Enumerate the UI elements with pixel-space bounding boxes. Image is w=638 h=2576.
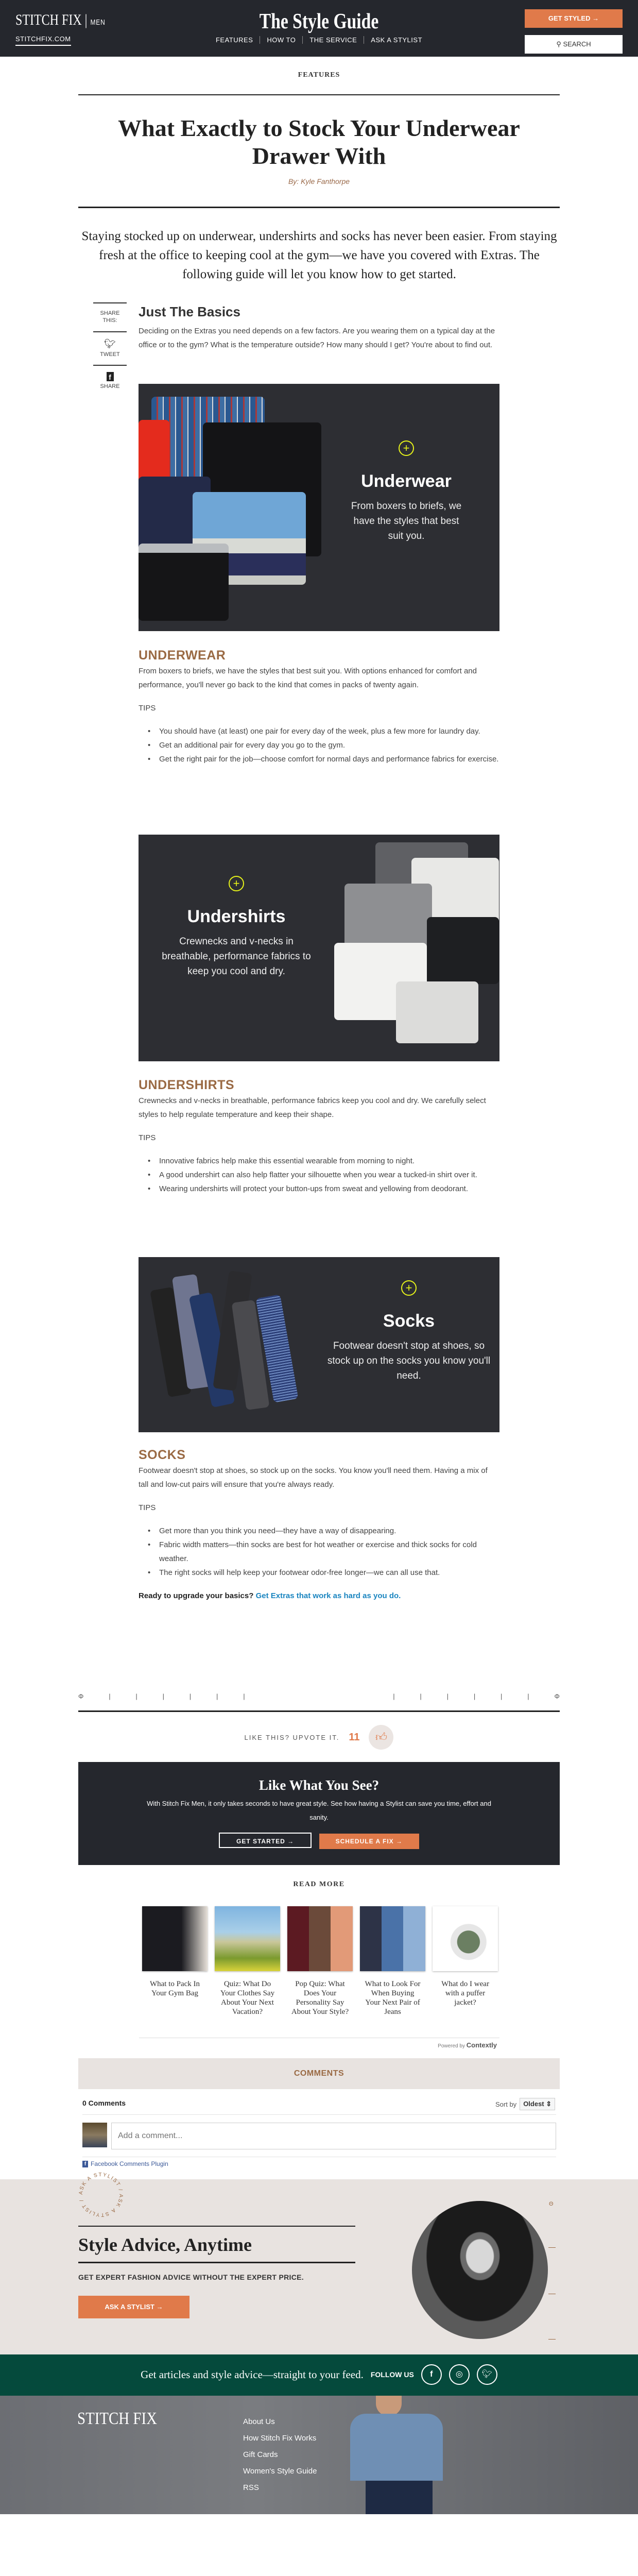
tip: • You should have (at least) one pair for every day of the week, plus a few more for laundry day. (139, 724, 499, 738)
ask-a-stylist-button[interactable]: ASK A STYLIST → (78, 2296, 189, 2318)
divider (78, 1710, 560, 1712)
basics-text: Deciding on the Extras you need depends on a few factors. Are you wearing them on a typical day at the office or to the gym? What is the temperature outside? How many should I get? You're about to find out. (139, 327, 495, 349)
read-more-cards (142, 1906, 498, 2016)
image-title: Undershirts (187, 907, 286, 926)
footer-model-photo (340, 2396, 453, 2514)
divider (78, 94, 560, 95)
section-text: Footwear doesn't stop at shoes, so stock up on the socks. You know you'll need them. Having a mix of tall and low-cut pairs will ensure that you're always ready. (139, 1466, 488, 1489)
schedule-fix-button[interactable]: SCHEDULE A FIX → (319, 1834, 419, 1849)
get-styled-button[interactable]: GET STYLED → (525, 9, 623, 28)
facebook-icon: f (82, 2161, 88, 2167)
tips-list (139, 1524, 499, 1580)
stitch-fix-men-logo[interactable]: STITCH FIX | MEN (15, 11, 106, 28)
stitchfix-link[interactable]: STITCHFIX.COM (15, 35, 71, 46)
image-title: Socks (383, 1311, 435, 1331)
read-more-card[interactable]: What to Look For When Buying Your Next Pair of Jeans (360, 1906, 425, 2016)
footer-link-rss[interactable]: RSS (243, 2483, 259, 2492)
sort-control: Sort by Oldest ⇕ (495, 2098, 555, 2110)
read-more-card[interactable]: Pop Quiz: What Does Your Personality Say About Your Style? (287, 1906, 353, 2016)
follow-label: FOLLOW US (370, 2370, 414, 2379)
promo-title: Like What You See? (258, 1777, 380, 1793)
tip: • The right socks will help keep your footwear odor-free longer—we can all use that. (139, 1566, 499, 1580)
upvote-label: LIKE THIS? UPVOTE IT. (244, 1733, 340, 1741)
image-title: Underwear (361, 471, 452, 491)
promo-banner (78, 1762, 560, 1865)
image-caption: Crewnecks and v-necks in breathable, performance fabrics to keep you cool and dry. (162, 936, 311, 977)
section-heading: UNDERSHIRTS (139, 1078, 235, 1092)
read-more-card[interactable]: What do I wear with a puffer jacket? (433, 1906, 498, 2016)
read-more-card[interactable]: Quiz: What Do Your Clothes Say About Your Next Vacation? (215, 1906, 280, 2016)
plus-icon[interactable]: + (399, 440, 414, 456)
tip: • Wearing undershirts will protect your button-ups from sweat and yellowing from deodorant. (139, 1182, 499, 1196)
share-bar (93, 302, 127, 389)
image-caption: Footwear doesn't stop at shoes, so stock up on the socks you know you'll need. (327, 1341, 491, 1381)
footer-logo[interactable]: STITCH FIX (77, 2409, 157, 2428)
footer-link-gift-cards[interactable]: Gift Cards (243, 2450, 278, 2459)
nav-the-service[interactable]: THE SERVICE (302, 36, 364, 44)
share-label: SHARE THIS: (100, 310, 120, 324)
upvote-count: 11 (349, 1731, 360, 1743)
read-more-heading: READ MORE (293, 1880, 345, 1888)
sort-select[interactable]: Oldest ⇕ (520, 2098, 555, 2110)
comment-count: 0 Comments (82, 2099, 126, 2107)
facebook-icon[interactable]: f (421, 2364, 442, 2385)
style-guide-title[interactable]: The Style Guide (259, 10, 379, 33)
facebook-icon: f (107, 372, 114, 381)
tips-label: TIPS (139, 1503, 156, 1512)
socks-section (139, 1448, 499, 1603)
comments-band: COMMENTS (78, 2058, 560, 2089)
image-caption: From boxers to briefs, we have the styles that best suit you. (351, 501, 462, 541)
ask-tagline: GET EXPERT FASHION ADVICE WITHOUT THE EXPERT PRICE. (78, 2273, 304, 2281)
ask-a-stylist-badge (77, 2171, 125, 2218)
upvote-bar (0, 1725, 638, 1750)
svg-text:ASK A STYLIST / ASK A STYLIST: ASK A STYLIST / ASK A STYLIST / (78, 2172, 124, 2218)
basics-heading: Just The Basics (139, 304, 240, 319)
follow-text: Get articles and style advice—straight to your feed. (141, 2368, 364, 2381)
section-label[interactable]: FEATURES (298, 71, 340, 79)
undershirts-image[interactable] (139, 835, 499, 1061)
undershirts-section (139, 1078, 499, 1196)
tips-list (139, 724, 499, 766)
byline[interactable]: By: Kyle Fanthorpe (288, 177, 350, 185)
user-avatar (82, 2123, 107, 2147)
tips-label: TIPS (139, 704, 156, 713)
carousel-dot[interactable] (548, 2247, 556, 2248)
nav-features[interactable]: FEATURES (215, 36, 253, 44)
search-button[interactable]: ⚲ SEARCH (525, 35, 623, 54)
nav-how-to[interactable]: HOW TO (260, 36, 302, 44)
section-text: Crewnecks and v-necks in breathable, performance fabrics keep you cool and dry. We carefully select styles to help regulate temperature and keep their shape. (139, 1096, 486, 1119)
tip: • Get an additional pair for every day you go to the gym. (139, 738, 499, 752)
cta-paragraph: Ready to upgrade your basics? Get Extras that work as hard as you do. (139, 1591, 401, 1600)
article-title: What Exactly to Stock Your Underwear Drawer With (118, 115, 520, 169)
divider (78, 2226, 355, 2227)
tip: • Fabric width matters—thin socks are best for hot weather or exercise and thick socks for cold weather. (139, 1538, 499, 1566)
tip: • A good undershirt can also help flatter your silhouette when you wear a tucked-in shirt over it. (139, 1168, 499, 1182)
tip: • Innovative fabrics help make this essential wearable from morning to night. (139, 1154, 499, 1168)
tip: • Get the right pair for the job—choose comfort for normal days and performance fabrics for exercise. (139, 752, 499, 766)
footer-link-womens-style-guide[interactable]: Women's Style Guide (243, 2467, 317, 2476)
underwear-section (139, 648, 499, 766)
tweet-button[interactable]: 🐦︎ TWEET (93, 338, 127, 358)
instagram-icon[interactable]: ◎ (449, 2364, 470, 2385)
footer-link-how-it-works[interactable]: How Stitch Fix Works (243, 2434, 317, 2443)
comment-input[interactable] (111, 2123, 556, 2149)
divider (78, 2262, 355, 2263)
socks-image[interactable] (139, 1257, 499, 1432)
powered-by-contextly[interactable]: Powered by Contextly (438, 2041, 497, 2049)
promo-text: With Stitch Fix Men, it only takes seconds to have great style. See how having a Stylist can save you time, effort and sanity. (147, 1800, 491, 1821)
plus-icon[interactable]: + (401, 1280, 417, 1296)
carousel-dot[interactable] (548, 2339, 556, 2340)
read-more-card[interactable]: What to Pack In Your Gym Bag (142, 1906, 208, 2016)
ask-title: Style Advice, Anytime (78, 2234, 252, 2255)
section-heading: SOCKS (139, 1448, 186, 1462)
section-text: From boxers to briefs, we have the styles that best suit you. With options enhanced for comfort and performance, you'll never go back to the kind that comes in packs of twenty again. (139, 667, 477, 689)
plus-icon[interactable]: + (229, 876, 244, 891)
section-heading: UNDERWEAR (139, 648, 226, 663)
basics-section (139, 304, 499, 352)
twitter-icon[interactable]: 🐦︎ (477, 2364, 497, 2385)
site-header (0, 0, 638, 57)
divider (78, 207, 560, 208)
get-started-button[interactable]: GET STARTED → (219, 1833, 312, 1848)
twitter-icon: 🐦︎ (104, 338, 116, 349)
nav-ask-a-stylist[interactable]: ASK A STYLIST (364, 36, 429, 44)
tip: • Get more than you think you need—they have a way of disappearing. (139, 1524, 499, 1538)
footer-link-about[interactable]: About Us (243, 2417, 275, 2426)
tips-label: TIPS (139, 1133, 156, 1142)
follow-bar (0, 2354, 638, 2396)
stylist-photo (412, 2201, 548, 2339)
divider (82, 2114, 556, 2115)
thumbs-up-icon[interactable]: 👍︎ (369, 1725, 393, 1750)
tips-list (139, 1154, 499, 1196)
facebook-share-button[interactable]: f SHARE (100, 373, 120, 389)
underwear-image[interactable] (139, 384, 499, 631)
article-intro: Staying stocked up on underwear, undershirts and socks has never been easier. From staying fresh at the office to keeping cool at the gym—we have you covered with Extras. The following guide will let you know how to get started. (81, 229, 557, 281)
progress-ticks: Φ | | | | | | | | | | | | Φ (78, 1692, 560, 1700)
extras-link[interactable]: Get Extras that work as hard as you do. (255, 1591, 401, 1600)
carousel-indicator-icon[interactable]: Θ (549, 2201, 554, 2207)
search-icon: ⚲ (556, 40, 563, 48)
facebook-plugin-link[interactable]: f Facebook Comments Plugin (82, 2160, 168, 2167)
